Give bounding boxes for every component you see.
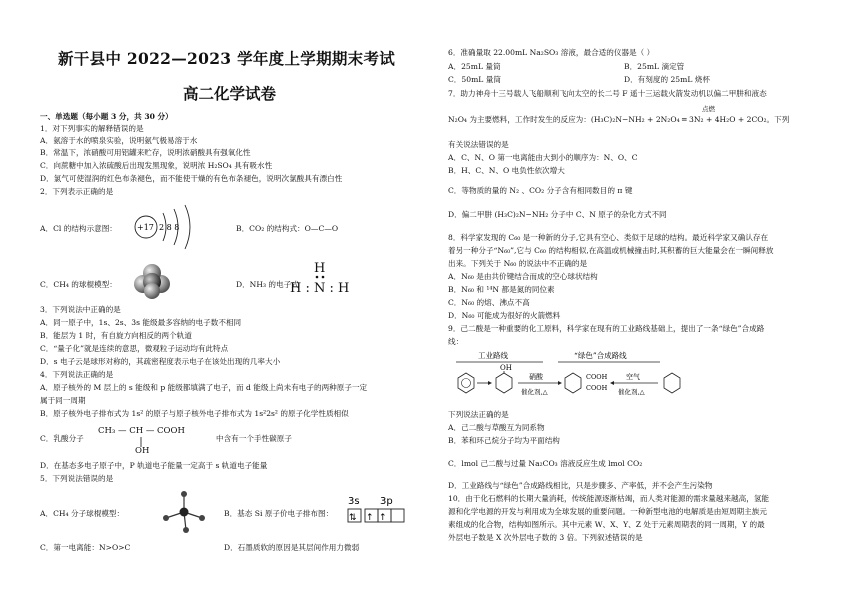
q7-stem-end: 有关说法错误的是 (448, 140, 509, 149)
q4-option-c-cont: 中含有一个手性碳原子 (216, 434, 292, 443)
q5-option-d: D．石墨质软的原因是其层间作用力微弱 (224, 543, 360, 552)
q3-option-c: C．“量子化”就是连续的意思，微观粒子运动均有此特点 (40, 344, 229, 353)
catalyst-label-2: 催化剂,△ (618, 388, 645, 396)
lone-pair-dots (313, 274, 327, 280)
nh3-electron-formula-top: H (314, 261, 326, 276)
q7-reaction-condition: 点燃 (702, 105, 715, 113)
q7-option-c: C．等物质的量的 N₂ 、CO₂ 分子含有相同数目的 π 键 (448, 186, 633, 195)
q2-option-a: A．Cl 的结构示意图： (40, 224, 117, 233)
q8-stem-cont: 着另一种分子“N₆₀”,它与 C₆₀ 的结构相似,在高温或机械撞击时,其积蓄的巨大能量会在一瞬间释放 (448, 246, 774, 255)
q8-option-d: D．N₆₀ 可能成为很好的火箭燃料 (448, 311, 561, 320)
svg-text:⇅: ⇅ (349, 513, 357, 523)
route-green-label: “绿色”合成路线 (574, 351, 627, 360)
q10-stem: 10．由于化石燃料的长期大量消耗，传统能源逐渐枯竭，而人类对能源的需求量越来越高，氢能 (448, 494, 770, 503)
lactic-acid-oh: OH (135, 446, 150, 456)
q1-stem: 1．对下列事实的解释错误的是 (40, 124, 144, 133)
q3-option-b: B．能层为 1 时，有自旋方向相反的两个轨道 (40, 331, 192, 340)
q1-option-a: A．氨溶于水的喷泉实验，说明氨气极易溶于水 (40, 136, 198, 145)
q6-option-c: C．50mL 量筒 (448, 75, 501, 84)
q9-question: 下列说法正确的是 (448, 410, 509, 419)
q8-option-a: A．N₆₀ 是由共价键结合而成的空心球状结构 (448, 272, 598, 281)
q3-stem: 3．下列说法中正确的是 (40, 305, 121, 314)
q4-option-c: C．乳酸分子 (40, 434, 84, 443)
q1-option-b: B．常温下，浓硝酸可用铝罐来贮存，说明浓硝酸具有强氧化性 (40, 148, 251, 157)
si-orbital-diagram (346, 494, 414, 528)
q6-stem: 6．准确量取 22.00mL Na₂SO₃ 溶液，最合适的仪器是（ ） (448, 48, 655, 57)
lactic-acid-formula: CH₃ — CH — COOH (98, 426, 185, 436)
route-industrial-label: 工业路线 (478, 351, 508, 360)
q5-stem: 5．下列说法错误的是 (40, 474, 114, 483)
q9-option-d: D．工业路线与“绿色”合成路线相比，只是步骤多、产率低，并不会产生污染物 (448, 481, 713, 490)
q4-option-a-cont: 属于同一周期 (40, 396, 86, 405)
nucleus-label: +17 (137, 223, 154, 232)
q1-option-d: D．氯气可使湿润的红色布条褪色，而不能使干燥的有色布条褪色，说明次氯酸具有漂白性 (40, 174, 343, 183)
q9-option-b: B．苯和环己烷分子均为平面结构 (448, 436, 560, 445)
nitric-acid-label: 硝酸 (529, 373, 543, 381)
q8-option-c: C．N₆₀ 的熔、沸点不高 (448, 298, 530, 307)
cl-atom-structure-diagram (132, 203, 227, 253)
q10-stem-cont3: 外层电子数是 X 次外层电子数的 3 倍。下列叙述错误的是 (448, 533, 643, 542)
orbital-label-3s: 3s (348, 496, 360, 507)
cooh-label-2: COOH (586, 384, 608, 392)
q3-option-d: D．s 电子云是球形对称的，其疏密程度表示电子在该处出现的几率大小 (40, 357, 281, 366)
q7-option-b: B．H、C、N、O 电负性依次增大 (448, 166, 565, 175)
q10-stem-cont1: 源和化学电源的开发与利用成为全球发展的重要问题。一种新型电池的电解质是由短周期主族元 (448, 507, 767, 516)
ch4-stick-model-figure (158, 490, 210, 534)
q4-option-d: D．在基态多电子原子中，P 轨道电子能量一定高于 s 轨道电子能量 (40, 461, 268, 470)
q9-option-a: A．己二酸与草酸互为同系物 (448, 423, 545, 432)
q4-option-a: A．原子核外的 M 层上的 s 能级和 p 能级都填满了电子，而 d 能级上尚未有电子的两种原子一定 (40, 383, 368, 392)
adipic-acid-synthesis-routes (448, 348, 698, 406)
oh-label: OH (500, 364, 512, 372)
q1-option-c: C．向蔗糖中加入浓硫酸后出现发黑现象，说明浓 H₂SO₄ 具有吸水性 (40, 161, 273, 170)
q2-stem: 2．下列表示正确的是 (40, 187, 114, 196)
section-heading: 一、单选题（每小题 3 分，共 30 分） (40, 112, 173, 121)
exam-title: 新干县中 2022—2023 学年度上学期期末考试 (58, 49, 396, 68)
air-label: 空气 (626, 373, 640, 381)
ch4-ball-model-figure (132, 262, 172, 300)
cooh-label-1: COOH (586, 373, 608, 381)
q4-option-b: B．原子核外电子排布式为 1s² 的原子与原子核外电子排布式为 1s²2s² 的原子化学性质相似 (40, 409, 349, 418)
q10-stem-cont2: 素组成的化合物，结构如图所示。其中元素 W、X、Y、Z 处于元素周期表的同一周期，Y 的最 (448, 520, 765, 529)
orbital-label-3p: 3p (380, 496, 393, 507)
q7-option-a: A．C、N、O 第一电离能由大到小的顺序为：N、O、C (448, 153, 638, 162)
q6-option-a: A．25mL 量筒 (448, 62, 501, 71)
q7-option-d: D．偏二甲肼 (H₃C)₂N−NH₂ 分子中 C、N 原子的杂化方式不同 (448, 210, 667, 219)
svg-text:↑: ↑ (366, 513, 374, 523)
q5-option-c: C．第一电离能：N>O>C (40, 543, 131, 552)
q4-stem: 4．下列说法正确的是 (40, 370, 114, 379)
q8-stem: 8．科学家发现的 C₆₀ 是一种新的分子,它具有空心、类似于足球的结构。最近科学家又确认存在 (448, 233, 769, 242)
catalyst-label-1: 催化剂,△ (521, 388, 548, 396)
svg-text:↑: ↑ (379, 513, 387, 523)
electron-shells: 2 8 8 (159, 223, 180, 232)
q2-option-c: C．CH₄ 的球棍模型： (40, 280, 117, 289)
q5-option-a: A．CH₄ 分子球棍模型： (40, 509, 125, 518)
q2-option-d: D．NH₃ 的电子式 (236, 280, 299, 289)
q6-option-d: D．有刻度的 25mL 烧杯 (624, 75, 710, 84)
q5-option-b: B．基态 Si 原子价电子排布图： (224, 509, 334, 518)
nh3-electron-formula: H : N : H (290, 281, 350, 296)
q7-stem-cont: N₂O₄ 为主要燃料，工作时发生的反应为：(H₃C)₂N−NH₂ + 2N₂O₄ ═ 3N₂ + 4H₂O + 2CO₂。下列 (448, 115, 790, 124)
q2-option-b: B．CO₂ 的结构式：O—C—O (236, 224, 339, 233)
exam-subtitle: 高二化学试卷 (183, 84, 277, 103)
q9-stem: 9．己二酸是一种重要的化工原料，科学家在现有的工业路线基础上，提出了一条“绿色”合成路 (448, 324, 765, 333)
q3-option-a: A．同一原子中，1s、2s、3s 能级最多容纳的电子数不相同 (40, 318, 242, 327)
q8-stem-end: 出来。下列关于 N₆₀ 的说法中不正确的是 (448, 259, 588, 268)
q9-stem-cont: 线： (448, 337, 464, 346)
q9-option-c: C．lmol 己二酸与过量 Na₂CO₃ 溶液反应生成 lmol CO₂ (448, 459, 643, 468)
q6-option-b: B．25mL 滴定管 (624, 62, 685, 71)
q7-stem: 7．助力神舟十三号载人飞船顺利飞向太空的长二号 F 遥十三运载火箭发动机以偏二甲肼和液态 (448, 89, 767, 98)
q8-option-b: B．N₆₀ 和 ¹⁴N 都是氮的同位素 (448, 285, 555, 294)
